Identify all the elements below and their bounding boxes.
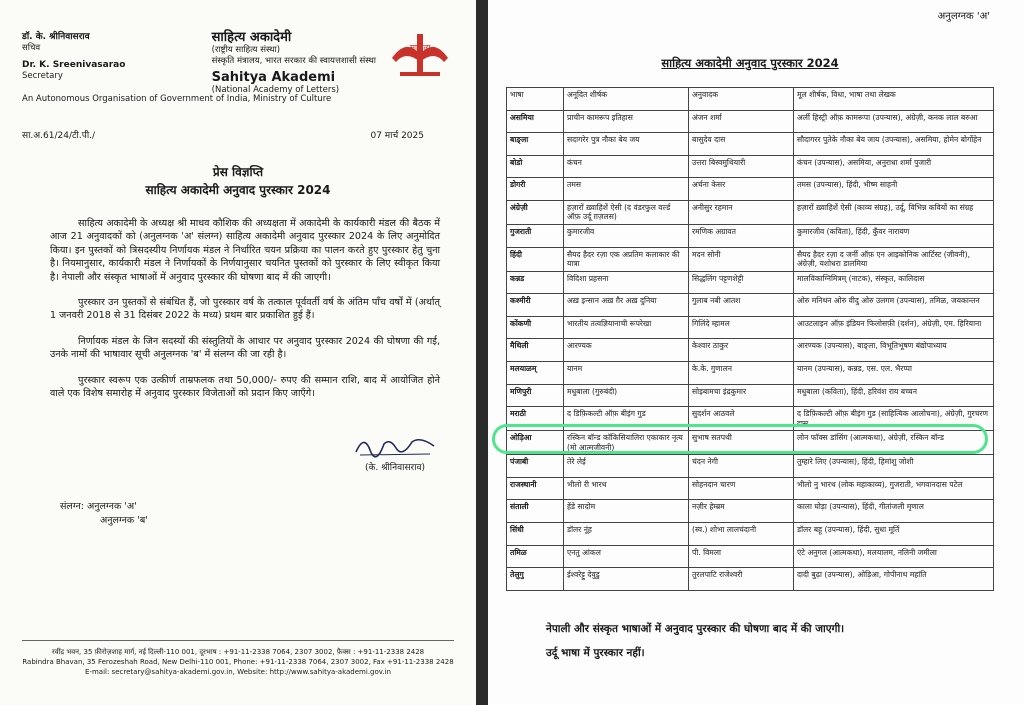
table-row (507, 155, 994, 178)
cell-original-work: ओरु मनिथन ओरु वीदु ओरु उलगम (उपन्यास), तमिळ, जयकान्तन (794, 294, 994, 317)
cell-translator: सोइबामचा इंद्रकुमार (689, 384, 794, 407)
cell-translated-title: हेंडे सादोम (564, 500, 689, 523)
cell-original-work: एंटे अनुगल (आत्मकथा), मलयालम, नलिनी जमीला (794, 545, 994, 568)
footer-address-hi: रवींद्र भवन, 35 फ़ीरोज़शाह मार्ग, नई दिल्ली-110 001, दूरभाष : +91-11-2338 7064, 2307 3002, फ़ैक्स : +91-11-2338 2428 (51, 648, 425, 656)
letter-date: 07 मार्च 2025 (370, 131, 424, 141)
cell-language: ओड़िआ (507, 431, 564, 455)
cell-translator: बासुदेव दास (689, 133, 794, 156)
cell-translated-title: सैयद हैदर रज़ा एक अप्रतिम कलाकार की यात्रा (564, 247, 689, 271)
secretary-block (22, 32, 125, 82)
table-row (507, 545, 994, 568)
enclosure-a: संलग्न: अनुलग्नक 'अ' (60, 501, 137, 512)
cell-translator: गुलाब नबी आतश (689, 294, 794, 317)
table-row (507, 178, 994, 201)
cell-translator: रमणिक अग्रावत (689, 224, 794, 247)
cell-language: हिंदी (507, 247, 564, 271)
cell-translator: सिद्धलिंग पट्टणशेट्टी (689, 271, 794, 294)
cell-translated-title: भारतीय तत्वज्ञियानाची रूपरेखा (564, 316, 689, 339)
cell-translated-title: यानम (564, 361, 689, 384)
footer-contact: E-mail: secretary@sahitya-akademi.gov.in, Website: http://www.sahitya-akademi.gov.in (85, 668, 391, 676)
paragraph-1: साहित्य अकादेमी के अध्यक्ष श्री माधव कौशिक की अध्यक्षता में अकादेमी के कार्यकारी मंडल की बैठक में आज 21 अनुवादकों को (अनुलग्नक 'अ' संलग्न) साहित्य अकादेमी अनुवाद पुरस्कार 2024 के लिए अनुमोदित किया। इन पुस्तकों को त्रिसदस्यीय निर्णायक मंडल ने निर्धारित चयन प्रक्रिया का पालन करते हुए पुरस्कार हेतु चुना है। नियमानुसार, कार्यकारी मंडल ने निर्णायकों के निर्णयानुसार चयनित पुस्तकों को पुरस्कार के लिए स्वीकृत किया है। नेपाली और संस्कृत भाषाओं में अनुवाद पुरस्कार की घोषणा बाद में की जाएगी। (50, 218, 440, 283)
cell-translated-title: तमस (564, 178, 689, 201)
cell-original-work: आउटलाइन ऑफ़ इंडियन फिलोसफ़ी (दर्शन), अंग्रेज़ी, एम. हिरियाना (794, 316, 994, 339)
cell-language: तमिळ (507, 545, 564, 568)
header-translated-title: अनूदित शीर्षक (564, 88, 689, 111)
note-urdu: उर्दू भाषा में पुरस्कार नहीं। (546, 646, 645, 659)
cell-language: मराठी (507, 407, 564, 431)
sahitya-akademi-logo-icon (386, 28, 454, 82)
header-translator: अनुवादक (689, 88, 794, 111)
cell-language: डोगरी (507, 178, 564, 201)
cell-language: बाङ्ला (507, 133, 564, 156)
cell-translated-title: अख़ इन्सान अख़ ग़ैर अख़ दुनिया (564, 294, 689, 317)
secretary-title-hi: सचिव (22, 43, 41, 53)
cell-translator: गिलिंदे म्हामल (689, 316, 794, 339)
cell-original-work: यानम (उपन्यास), कन्नड, एस. एल. भैरप्पा (794, 361, 994, 384)
cell-translator: चंदन नेगी (689, 455, 794, 478)
org-ministry-hi: संस्कृति मंत्रालय, भारत सरकार की स्वायत्तशासी संस्था (211, 56, 376, 66)
table-row (507, 568, 994, 591)
cell-translator: अर्चना केसर (689, 178, 794, 201)
table-row (507, 294, 994, 317)
cell-original-work: तुम्हारे लिए (उपन्यास), हिंदी, हिमांशु जोशी (794, 455, 994, 478)
org-description: An Autonomous Organisation of Government of India, Ministry of Culture (22, 94, 332, 104)
cell-translated-title: कुमारजीव (564, 224, 689, 247)
cell-original-work: तमस (उपन्यास), हिंदी, भीष्म साहनी (794, 178, 994, 201)
cell-language: कश्मीरी (507, 294, 564, 317)
org-block (212, 30, 376, 96)
secretary-name-hi: डॉ. के. श्रीनिवासराव (22, 32, 90, 42)
cell-original-work: सैयद हैदर रज़ा द जर्नी ऑफ़ एन आइकोनिक आर्टिस्ट (जीवनी), अंग्रेज़ी, यशोधरा डालमिया (794, 247, 994, 271)
table-row (507, 224, 994, 247)
cell-original-work: हज़ारों ख़्वाहिशें ऐसी (काव्य संग्रह), उर्दू, विभिन्न कवियों का संग्रह (794, 200, 994, 224)
cell-original-work: अर्ली हिस्ट्री ऑफ़ कामरूपा (उपन्यास), अंग्रेज़ी, कनक लाल बरुआ (794, 110, 994, 133)
signature-icon (350, 430, 440, 460)
cell-original-work: सौदागरर पुतेके नौका बेय जाय (उपन्यास), असमिया, होमेन बोर्गोहेन (794, 133, 994, 156)
table-row (507, 316, 994, 339)
cell-translator: उत्तरा बिस्वमुथियारी (689, 155, 794, 178)
cell-language: कोंकणी (507, 316, 564, 339)
cell-language: असमिया (507, 110, 564, 133)
table-row (507, 407, 994, 431)
letterhead (22, 14, 454, 110)
cell-translator: सुदर्शन आठवले (689, 407, 794, 431)
enclosure-b: अनुलग्नक 'ब' (100, 515, 148, 526)
press-title: प्रेस विज्ञप्ति (212, 165, 264, 179)
cell-translator: केश्वार ठाकुर (689, 339, 794, 362)
secretary-title-en: Secretary (22, 71, 63, 81)
annexure-page (488, 0, 1024, 705)
table-row (507, 361, 994, 384)
cell-original-work: काला घोड़ा (उपन्यास), हिंदी, गीतांजली मृणाल (794, 500, 994, 523)
cell-translated-title: हज़ारों ख़्वाहिशें ऐसी (द वंडरफुल वर्ल्ड ऑफ़ उर्दू ग़ज़लस) (564, 200, 689, 224)
press-release-page (0, 0, 476, 705)
cell-original-work: लोन फॉक्स डांसिंग (आत्मकथा), अंग्रेज़ी, रस्किन बॉन्ड (794, 431, 994, 455)
cell-translator: (स्व.) शोभा लालचंदानी (689, 522, 794, 545)
table-row (507, 384, 994, 407)
annexure-title: साहित्य अकादेमी अनुवाद पुरस्कार 2024 (661, 56, 839, 70)
signatory-name: (के. श्रीनिवासराव) (364, 463, 426, 473)
cell-translated-title: मधुबाला (गुरुबंदी) (564, 384, 689, 407)
paragraph-4: पुरस्कार स्वरूप एक उत्कीर्ण ताम्रफलक तथा 50,000/- रुपए की सम्मान राशि, बाद में आयोजित होने वाले एक विशेष समारोह में अनुवाद पुरस्कार विजेताओं को प्रदान किए जाएँगे। (50, 374, 440, 400)
cell-language: पंजाबी (507, 455, 564, 478)
footer-address-en: Rabindra Bhavan, 35 Ferozeshah Road, New Delhi-110 001, Phone: +91-11-2338 7064, 2307 3002, Fax +91-11-2338 2428 (22, 658, 454, 666)
table-row (507, 339, 994, 362)
cell-translated-title: एनतु आंकल (564, 545, 689, 568)
cell-translated-title: आरण्यक (564, 339, 689, 362)
header-original: मूल शीर्षक, विधा, भाषा तथा लेखक (794, 88, 994, 111)
table-row (507, 522, 994, 545)
table-row (507, 271, 994, 294)
cell-language: सिंधी (507, 522, 564, 545)
cell-original-work: द डिफ़िकल्टी ऑफ़ बीइंग गुड (साहित्यिक आलोचना), अंग्रेज़ी, गुरचरण दास (794, 407, 994, 431)
annexure-notes (506, 617, 994, 665)
table-row (507, 477, 994, 500)
cell-translated-title: कंचन (564, 155, 689, 178)
cell-translator: तुरलपाटि राजेश्वरी (689, 568, 794, 591)
cell-language: तेलुगु (507, 568, 564, 591)
reference-number: सा.अ.61/24/टी.पी./ (22, 131, 96, 141)
annexure-label: अनुलग्नक 'अ' (937, 11, 990, 22)
cell-translator: नज़ीर हेम्ब्रम (689, 500, 794, 523)
secretary-name-en: Dr. K. Sreenivasarao (22, 60, 126, 70)
cell-original-work: आरण्यक (उपन्यास), बाङ्ला, विभूतिभूषण बंद्योपाध्याय (794, 339, 994, 362)
reference-line (22, 128, 454, 141)
cell-language: मलयाळम् (507, 361, 564, 384)
paragraph-3: निर्णायक मंडल के जिन सदस्यों की संस्तुतियों के आधार पर अनुवाद पुरस्कार 2024 की घोषणा की गई, उनके नामों की भाषावार सूची अनुलग्नक 'ब' में संलग्न की जा रही है। (50, 335, 440, 361)
table-header-row (507, 88, 994, 111)
cell-translated-title: रस्किन बॉन्ड कॉकिसियालिरा एकाकार नृत्य (मो आत्मजीवनी) (564, 431, 689, 455)
org-name-en: Sahitya Akademi (211, 70, 336, 85)
cell-original-work: कुमारजीव (कविता), हिंदी, कुँवर नारायण (794, 224, 994, 247)
cell-translator: पी. विमला (689, 545, 794, 568)
cell-language: मणिपुरी (507, 384, 564, 407)
cell-translator: अंजन शर्मा (689, 110, 794, 133)
press-heading (22, 163, 454, 199)
svg-text:साहित्य: साहित्य (409, 43, 431, 52)
cell-original-work: कंचन (उपन्यास), असमिया, अनुराधा शर्मा पुजारी (794, 155, 994, 178)
cell-translated-title: सदागरेर पुत्र नौका बेय जय (564, 133, 689, 156)
cell-original-work: मधुबाला (कविता), हिंदी, हरिवंश राय बच्चन (794, 384, 994, 407)
cell-language: बोडो (507, 155, 564, 178)
table-row (507, 133, 994, 156)
cell-language: अंग्रेज़ी (507, 200, 564, 224)
cell-original-work: भीलो नु भारथ (लोक महाकाव्य), गुजराती, भगवानदास पटेल (794, 477, 994, 500)
header-language: भाषा (507, 88, 564, 111)
cell-translator: अनीसुर रहमान (689, 200, 794, 224)
table-row (507, 500, 994, 523)
table-row (507, 200, 994, 224)
org-sub-hi: (राष्ट्रीय साहित्य संस्था) (211, 45, 281, 55)
cell-translated-title: प्राचीन कामरूप इतिहास (564, 110, 689, 133)
cell-language: राजस्थानी (507, 477, 564, 500)
cell-original-work: डॉलर बहू (उपन्यास), हिंदी, सुधा मूर्ति (794, 522, 994, 545)
table-row (507, 247, 994, 271)
cell-language: गुजराती (507, 224, 564, 247)
cell-translated-title: द डिफ़िकल्टी ऑफ़ बीइंग गुड (564, 407, 689, 431)
org-sub-en: (National Academy of Letters) (211, 85, 340, 95)
paragraph-2: पुरस्कार उन पुस्तकों से संबंधित हैं, जो पुरस्कार वर्ष के तत्काल पूर्ववर्ती वर्ष के अंतिम पाँच वर्षों में (अर्थात् 1 जनवरी 2018 से 31 दिसंबर 2022 के मध्य) प्रथम बार प्रकाशित हुई हैं। (50, 297, 440, 322)
cell-language: मैथिली (507, 339, 564, 362)
table-row (507, 431, 994, 455)
cell-translator: मदन सोनी (689, 247, 794, 271)
cell-translator: सोहनदान चारण (689, 477, 794, 500)
cell-translator: सुभाष सतपथी (689, 431, 794, 455)
org-name-hi: साहित्य अकादेमी (211, 30, 292, 45)
press-subtitle: साहित्य अकादेमी अनुवाद पुरस्कार 2024 (145, 183, 331, 197)
table-row (507, 110, 994, 133)
cell-translated-title: ईश्वरेट्टु देवुडु (564, 568, 689, 591)
cell-translator: के.के. गुणालन (689, 361, 794, 384)
cell-translated-title: तेरे लेई (564, 455, 689, 478)
cell-original-work: दादी बुढ़ा (उपन्यास), ओड़िआ, गोपीनाथ महांति (794, 568, 994, 591)
cell-translated-title: डॉलर नूंह (564, 522, 689, 545)
table-row (507, 455, 994, 478)
cell-original-work: मालविकाग्निमित्रम् (नाटक), संस्कृत, कालिदास (794, 271, 994, 294)
letter-footer (22, 640, 454, 677)
note-nepali-sanskrit: नेपाली और संस्कृत भाषाओं में अनुवाद पुरस्कार की घोषणा बाद में की जाएगी। (546, 622, 845, 635)
cell-language: कन्नड (507, 271, 564, 294)
signature-block (340, 430, 450, 473)
cell-language: संताली (507, 500, 564, 523)
awards-table (506, 87, 994, 591)
enclosures (60, 500, 148, 528)
cell-translated-title: विदिशा प्रहसना (564, 271, 689, 294)
cell-translated-title: भीलो री भारथ (564, 477, 689, 500)
